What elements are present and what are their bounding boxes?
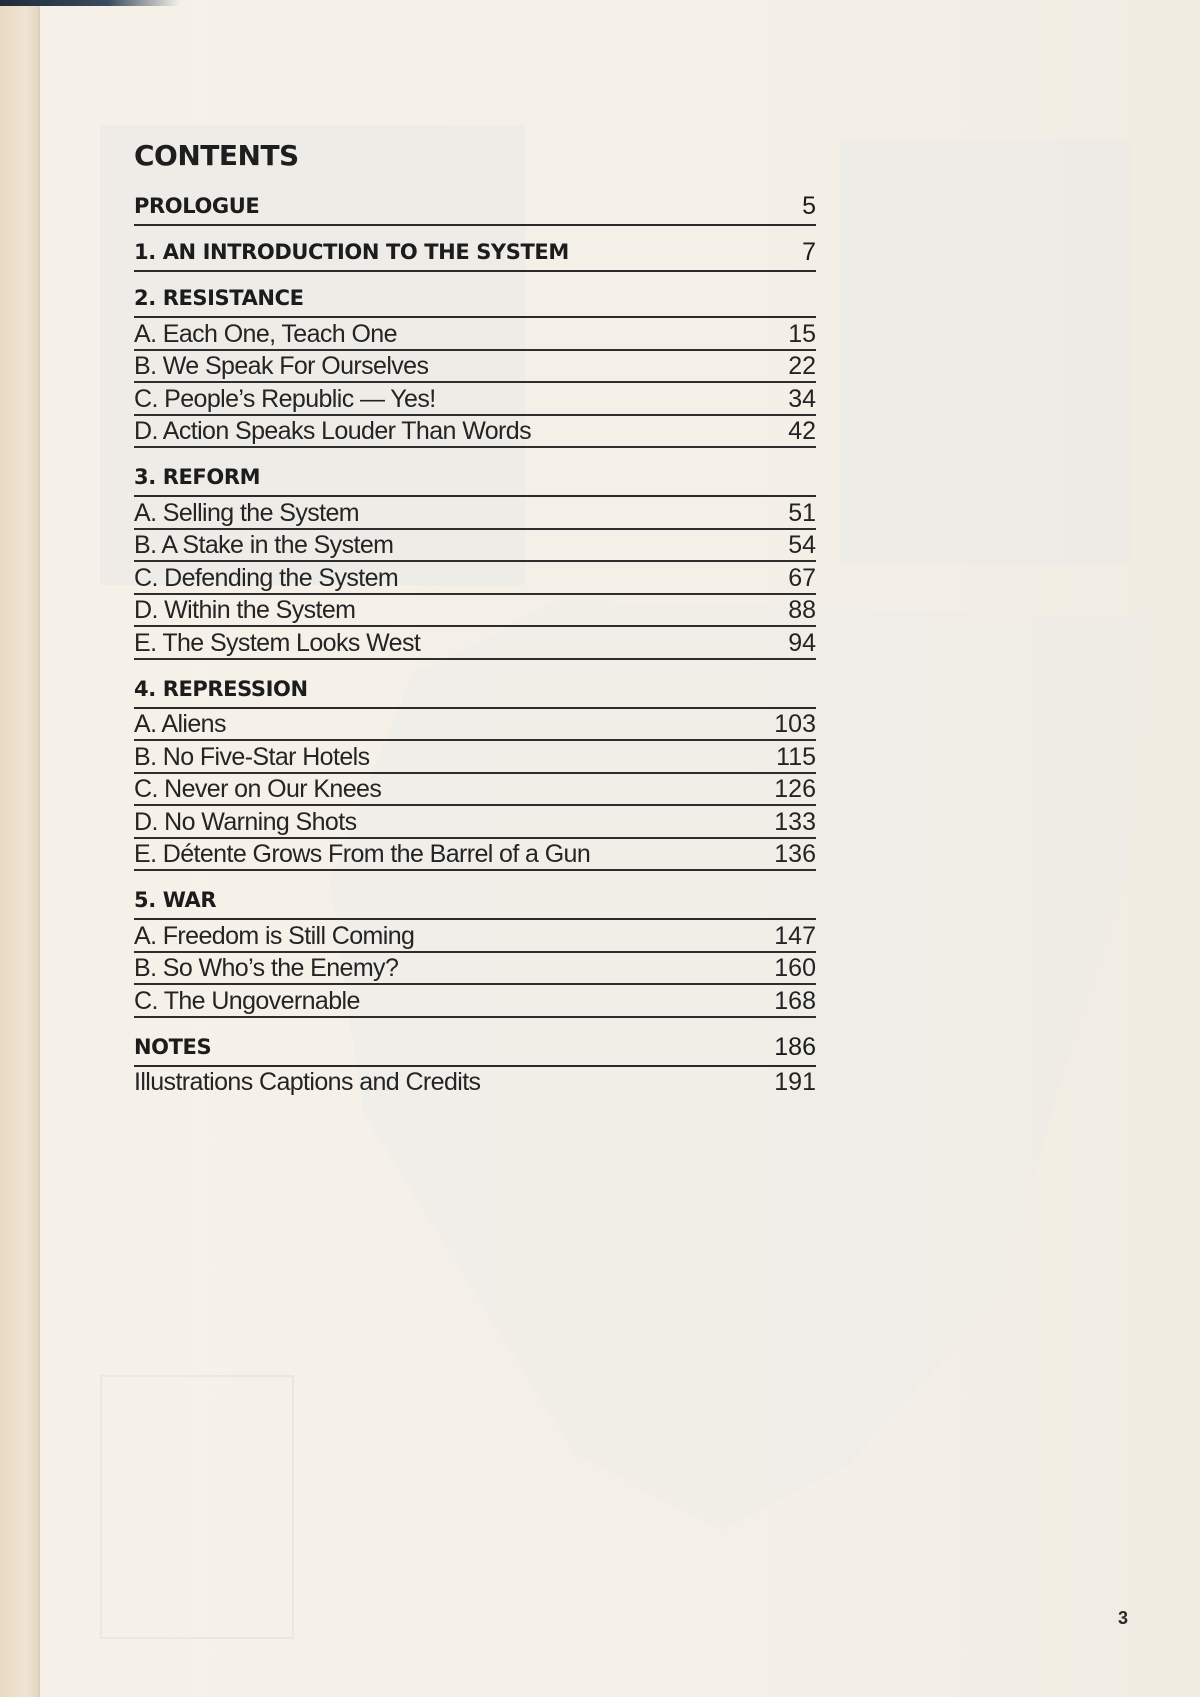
notes-label: NOTES [134, 1034, 212, 1059]
toc-entry-page: 126 [774, 775, 816, 803]
credits-page: 191 [774, 1068, 816, 1096]
toc-entry[interactable] [134, 709, 816, 742]
toc-entry-label: B. A Stake in the System [134, 531, 394, 559]
toc-entry-label: C. Defending the System [134, 563, 399, 592]
chapter-section [134, 882, 816, 1018]
toc-entry[interactable] [134, 416, 816, 449]
cover-edge [0, 0, 180, 6]
toc-entry-page: 42 [788, 417, 816, 445]
toc-entry[interactable] [134, 839, 816, 872]
toc-entry[interactable] [134, 806, 816, 839]
toc-entry-label: C. Never on Our Knees [134, 775, 382, 803]
notes-section [134, 1029, 816, 1098]
chapter-heading-label: 5. WAR [134, 888, 217, 912]
table-of-contents [134, 130, 816, 1108]
toc-entry-label: B. We Speak For Ourselves [134, 352, 429, 380]
toc-entry[interactable] [134, 741, 816, 774]
toc-entry-page: 115 [776, 742, 816, 771]
credits-label: Illustrations Captions and Credits [134, 1068, 481, 1096]
chapter-heading-label: 3. REFORM [134, 465, 261, 489]
toc-entry-label: A. Aliens [134, 710, 226, 738]
toc-entry[interactable] [134, 985, 816, 1018]
prologue-label: PROLOGUE [134, 194, 260, 218]
toc-entry[interactable] [134, 774, 816, 807]
chapter-heading[interactable] [134, 671, 816, 709]
toc-entry[interactable] [134, 562, 816, 595]
book-spine-shadow [0, 0, 40, 1697]
bleed-through-legend [100, 1375, 294, 1639]
prologue-heading[interactable] [134, 188, 816, 226]
toc-entry[interactable] [134, 318, 816, 351]
chapter-section [134, 280, 816, 448]
toc-entry-label: D. No Warning Shots [134, 807, 357, 836]
toc-entry[interactable] [134, 530, 816, 563]
toc-entry-page: 103 [774, 710, 816, 738]
prologue-page: 5 [802, 192, 816, 220]
toc-entry[interactable] [134, 497, 816, 530]
toc-entry-label: D. Within the System [134, 596, 356, 624]
chapter-heading[interactable] [134, 280, 816, 318]
toc-entry-label: E. Détente Grows From the Barrel of a Gun [134, 840, 591, 868]
toc-entry-page: 160 [774, 954, 816, 982]
toc-entry-label: B. So Who’s the Enemy? [134, 954, 399, 982]
toc-entry-label: E. The System Looks West [134, 628, 421, 657]
toc-entry-page: 15 [788, 319, 816, 348]
bleed-through-photo-right [840, 140, 1130, 565]
chapter-section [134, 459, 816, 660]
toc-entry[interactable] [134, 351, 816, 384]
credits-entry[interactable] [134, 1067, 816, 1098]
toc-entry[interactable] [134, 383, 816, 416]
notes-heading[interactable] [134, 1029, 816, 1067]
toc-entry-label: A. Each One, Teach One [134, 319, 397, 348]
chapter-heading[interactable] [134, 882, 816, 920]
toc-entry[interactable] [134, 627, 816, 660]
toc-entry-page: 51 [788, 498, 816, 527]
intro-section [134, 234, 816, 272]
chapter-heading-label: 2. RESISTANCE [134, 286, 304, 310]
notes-page: 186 [774, 1032, 816, 1061]
toc-entry-page: 88 [788, 596, 816, 624]
toc-entry-label: C. People’s Republic — Yes! [134, 384, 436, 413]
contents-title: CONTENTS [134, 139, 299, 172]
toc-entry[interactable] [134, 595, 816, 628]
prologue-section [134, 188, 816, 226]
chapter-heading[interactable] [134, 459, 816, 497]
toc-entry-label: A. Selling the System [134, 498, 360, 527]
toc-entry[interactable] [134, 953, 816, 986]
toc-entry[interactable] [134, 920, 816, 953]
toc-entry-label: D. Action Speaks Louder Than Words [134, 417, 531, 445]
chapter-heading-label: 4. REPRESSION [134, 676, 308, 701]
toc-entry-page: 147 [774, 921, 816, 950]
toc-entry-page: 34 [788, 384, 816, 413]
toc-entry-page: 54 [788, 531, 816, 559]
intro-label: 1. AN INTRODUCTION TO THE SYSTEM [134, 240, 569, 264]
toc-entry-label: C. The Ungovernable [134, 986, 360, 1015]
chapter-section [134, 671, 816, 872]
toc-entry-page: 94 [788, 628, 816, 657]
toc-entry-label: A. Freedom is Still Coming [134, 921, 415, 950]
page-number: 3 [1118, 1608, 1129, 1628]
toc-entry-page: 168 [774, 986, 816, 1015]
toc-entry-page: 133 [774, 807, 816, 836]
toc-entry-label: B. No Five-Star Hotels [134, 742, 370, 771]
toc-entry-page: 67 [788, 563, 816, 592]
toc-entry-page: 22 [788, 352, 816, 380]
intro-heading[interactable] [134, 234, 816, 272]
toc-entry-page: 136 [774, 840, 816, 868]
intro-page: 7 [802, 238, 816, 266]
